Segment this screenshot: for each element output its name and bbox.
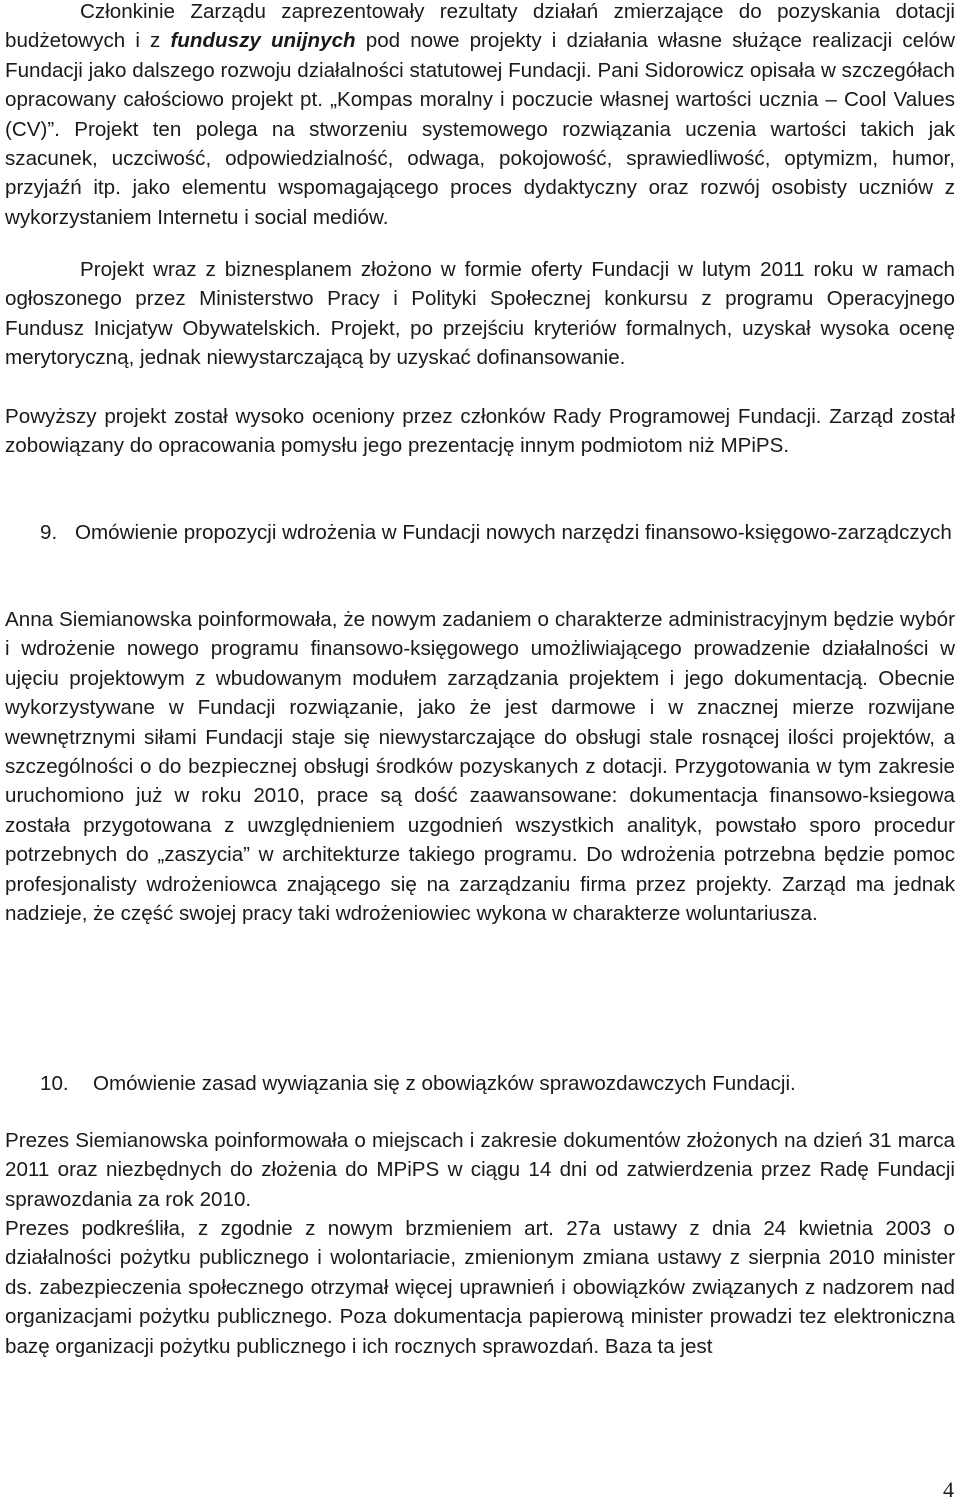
section-title-9: Omówienie propozycji wdrożenia w Fundacji nowych narzędzi finansowo-księgowo-zarządczych	[75, 521, 952, 544]
paragraph-accounting-software: Anna Siemianowska poinformowała, że nowym zadaniem o charakterze administracyjnym będzie wybór i wdrożenie nowego programu finansowo-księgowego umożliwiającego prowadzenie działalności w ujęciu projektowym z wbudowanym modułem zarządzania projektem i jego dokumentacją. Obecnie wykorzystywane w Fundacji rozwiązanie, jako że jest darmowe i w znacznej mierze rozwijane wewnętrznymi siłami Fundacji staje się niewystarczające do obsługi stale rosnącej ilości projektów, a szczególności o do bezpiecznej obsługi środków pozyskanych z dotacji. Przygotowania w tym zakresie uruchomiono już w roku 2010, prace są dość zaawansowane: dokumentacja finansowo-ksiegowa została przygotowana z uwzględnieniem uzgodnień wszystkich analityk, powstało sporo procedur potrzebnych do „zaszycia” w architekturze takiego programu. Do wdrożenia potrzebna będzie pomoc profesjonalisty wdrożeniowca znającego się na zarządzaniu firma przez projekty. Zarząd ma jednak nadzieje, że część swojej pracy taki wdrożeniowiec wykona w charakterze woluntariusza.	[5, 608, 955, 926]
emphasis-eu-funds: funduszy unijnych	[170, 29, 356, 53]
page-number: 4	[943, 1477, 954, 1502]
section-number-9: 9.	[40, 521, 58, 544]
paragraph-program-council: Powyższy projekt został wysoko oceniony przez członków Rady Programowej Fundacji. Zarząd został zobowiązany do opracowania pomysłu jego prezentację innym podmiotom niż MPiPS.	[5, 405, 955, 458]
section-number-10: 10.	[40, 1072, 69, 1095]
section-heading-10	[40, 1069, 955, 1098]
section-heading-9	[40, 518, 955, 547]
paragraph-minister-oversight: Prezes podkreśliła, z zgodnie z nowym brzmieniem art. 27a ustawy z dnia 24 kwietnia 2003 o działalności pożytku publicznego i wolontariacie, zmienionym zmiana ustawy z sierpnia 2010 minister ds. zabezpieczenia społecznego otrzymał więcej uprawnień i obowiązków związanych z nadzorem nad organizacjami pożytku publicznego. Poza dokumentacja papierową minister prowadzi tez elektroniczna bazę organizacji pożytku publicznego i ich rocznych sprawozdań. Baza ta jest	[5, 1217, 955, 1358]
paragraph-reporting-documents: Prezes Siemianowska poinformowała o miejscach i zakresie dokumentów złożonych na dzień 31 marca 2011 oraz niezbędnych do złożenia do MPiPS w ciągu 14 dni od zatwierdzenia przez Radę Fundacji sprawozdania za rok 2010.	[5, 1129, 955, 1211]
paragraph-projects	[5, 0, 955, 232]
paragraph-business-plan: Projekt wraz z biznesplanem złożono w formie oferty Fundacji w lutym 2011 roku w ramach ogłoszonego przez Ministerstwo Pracy i Polityki Społecznej konkursu z programu Operacyjnego Fundusz Inicjatyw Obywatelskich. Projekt, po przejściu kryteriów formalnych, uzyskał wysoka ocenę merytoryczną, jednak niewystarczającą by uzyskać dofinansowanie.	[5, 258, 955, 370]
paragraph-projects-text: Członkinie Zarządu zaprezentowały rezultaty działań zmierzające do pozyskania dotacji budżetowych i z	[5, 0, 955, 53]
section-title-10: Omówienie zasad wywiązania się z obowiązków sprawozdawczych Fundacji.	[93, 1072, 796, 1095]
paragraph-projects-text-end: pod nowe projekty i działania własne służące realizacji celów Fundacji jako dalszego rozwoju działalności statutowej Fundacji. Pani Sidorowicz opisała w szczegółach opracowany całościowo projekt pt. „Kompas moralny i poczucie własnej wartości ucznia – Cool Values (CV)”. Projekt ten polega na stworzeniu systemowego rozwiązania uczenia wartości takich jak szacunek, uczciwość, odpowiedzialność, odwaga, pokojowość, sprawiedliwość, optymizm, humor, przyjaźń itp. jako elementu wspomagającego proces dydaktyczny oraz rozwój osobisty uczniów z wykorzystaniem Internetu i social mediów.	[5, 29, 955, 229]
